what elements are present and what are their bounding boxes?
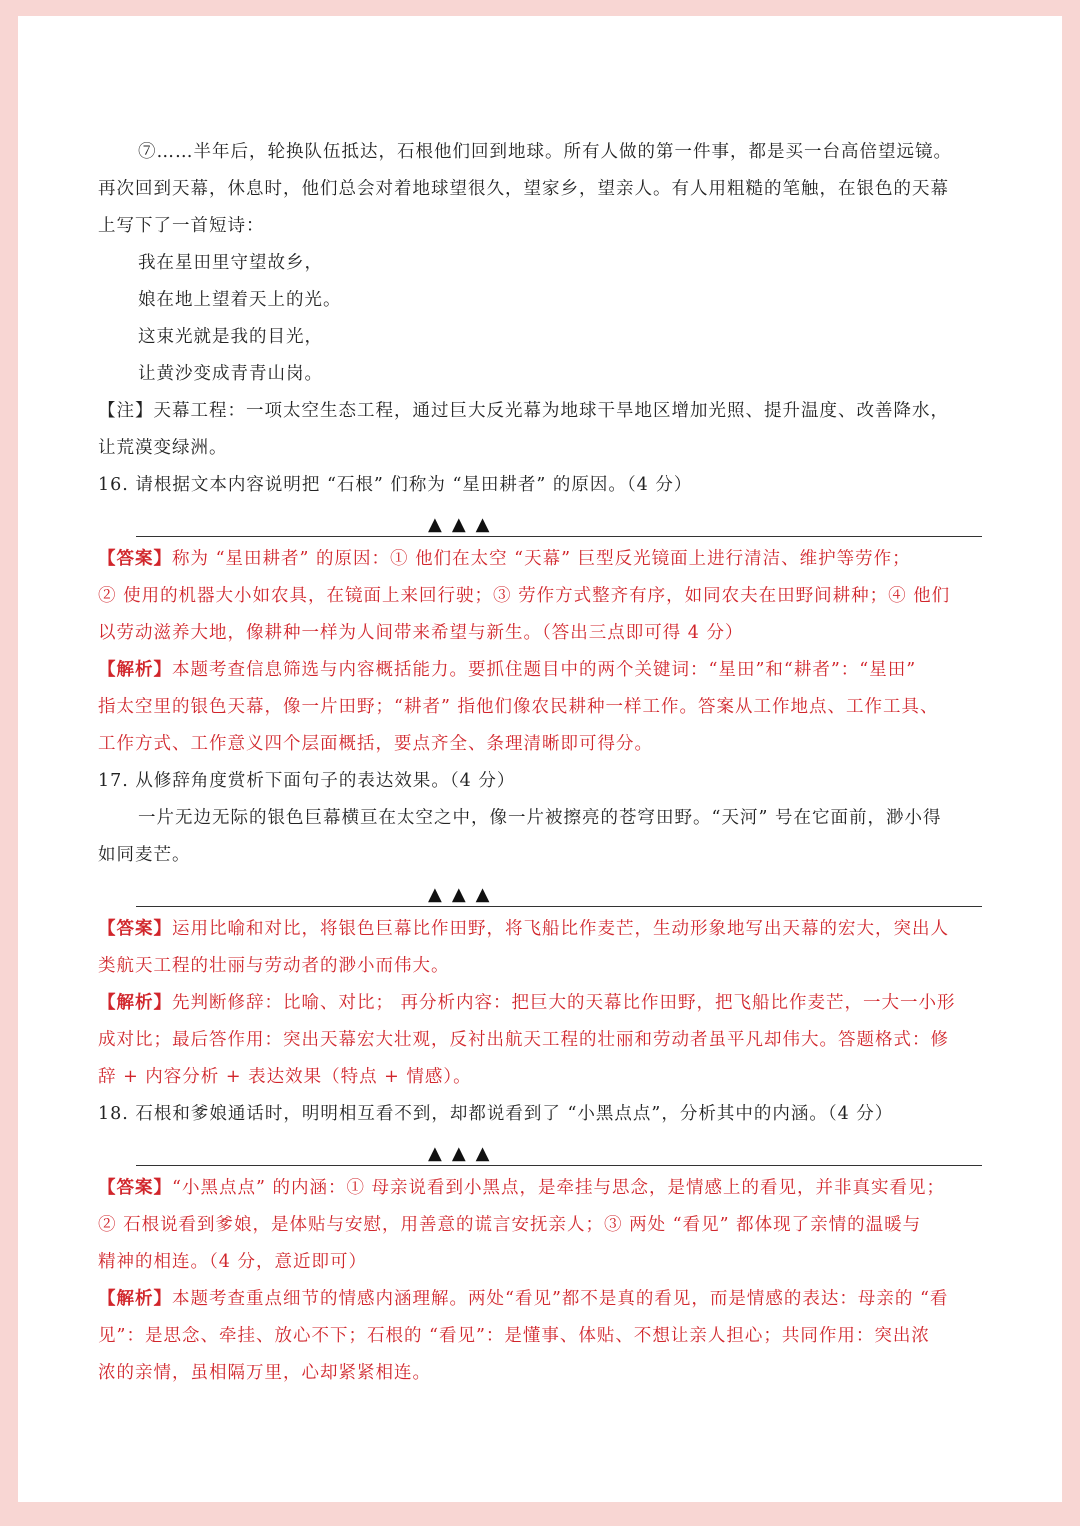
analysis-text: 本题考查信息筛选与内容概括能力。要抓住题目中的两个关键词：“星田”和“耕者”：“星田” bbox=[172, 660, 917, 680]
answer-line: ② 使用的机器大小如农具，在镜面上来回行驶；③ 劳作方式整齐有序，如同农夫在田野间耕种；④ 他们 bbox=[98, 586, 951, 606]
answer-text: 称为 “星田耕者” 的原因：① 他们在太空 “天幕” 巨型反光镜面上进行清洁、维护等劳作； bbox=[172, 549, 911, 569]
answer-underline bbox=[136, 906, 982, 907]
analysis-line bbox=[98, 1281, 982, 1318]
passage-line: 上写下了一首短诗： bbox=[98, 216, 265, 236]
analysis-line: 浓的亲情，虽相隔万里，心却紧紧相连。 bbox=[98, 1363, 431, 1383]
note-line: 【注】天幕工程：一项太空生态工程，通过巨大反光幕为地球干旱地区增加光照、提升温度、改善降水， bbox=[98, 401, 949, 421]
question-16: 16. 请根据文本内容说明把 “石根” 们称为 “星田耕者” 的原因。（4 分） bbox=[98, 475, 693, 495]
analysis-line: 见”：是思念、牵挂、放心不下；石根的 “看见”：是懂事、体贴、不想让亲人担心；共同作用：突出浓 bbox=[98, 1326, 930, 1346]
answer-line bbox=[98, 541, 982, 578]
triangle-marker-icon: ▲▲▲ bbox=[428, 1143, 500, 1164]
answer-blank bbox=[98, 504, 982, 541]
answer-line bbox=[98, 911, 982, 948]
answer-tag: 【答案】 bbox=[98, 549, 172, 569]
analysis-line bbox=[98, 985, 982, 1022]
answer-line: 类航天工程的壮丽与劳动者的渺小而伟大。 bbox=[98, 956, 450, 976]
answer-blank bbox=[98, 1133, 982, 1170]
analysis-text: 本题考查重点细节的情感内涵理解。两处“看见”都不是真的看见，而是情感的表达：母亲的 “看 bbox=[172, 1289, 949, 1309]
triangle-marker-icon: ▲▲▲ bbox=[428, 884, 500, 905]
quote-line: 如同麦芒。 bbox=[98, 845, 191, 865]
answer-underline bbox=[136, 1165, 982, 1166]
question-17: 17. 从修辞角度赏析下面句子的表达效果。（4 分） bbox=[98, 771, 516, 791]
analysis-line: 工作方式、工作意义四个层面概括，要点齐全、条理清晰即可得分。 bbox=[98, 734, 653, 754]
analysis-tag: 【解析】 bbox=[98, 1289, 172, 1309]
analysis-tag: 【解析】 bbox=[98, 660, 172, 680]
analysis-line: 辞 + 内容分析 + 表达效果（特点 + 情感）。 bbox=[98, 1067, 472, 1087]
answer-line bbox=[98, 1170, 982, 1207]
answer-text: 运用比喻和对比，将银色巨幕比作田野，将飞船比作麦芒，生动形象地写出天幕的宏大，突出人 bbox=[172, 919, 949, 939]
answer-tag: 【答案】 bbox=[98, 919, 172, 939]
answer-line: 以劳动滋养大地，像耕种一样为人间带来希望与新生。（答出三点即可得 4 分） bbox=[98, 623, 744, 643]
answer-blank bbox=[98, 874, 982, 911]
analysis-line bbox=[98, 652, 982, 689]
answer-line: ② 石根说看到爹娘，是体贴与安慰，用善意的谎言安抚亲人；③ 两处 “看见” 都体现了亲情的温暖与 bbox=[98, 1215, 922, 1235]
poem-line: 让黄沙变成青青山岗。 bbox=[138, 364, 323, 384]
note-line: 让荒漠变绿洲。 bbox=[98, 438, 228, 458]
answer-text: “小黑点点” 的内涵：① 母亲说看到小黑点，是牵挂与思念，是情感上的看见，并非真实看见； bbox=[172, 1178, 946, 1198]
answer-underline bbox=[136, 536, 982, 537]
analysis-tag: 【解析】 bbox=[98, 993, 172, 1013]
answer-line: 精神的相连。（4 分，意近即可） bbox=[98, 1252, 367, 1272]
poem-line: 我在星田里守望故乡， bbox=[138, 253, 323, 273]
poem-line: 这束光就是我的目光， bbox=[138, 327, 323, 347]
triangle-marker-icon: ▲▲▲ bbox=[428, 514, 500, 535]
page-sheet bbox=[18, 16, 1062, 1502]
analysis-text: 先判断修辞：比喻、对比； 再分析内容：把巨大的天幕比作田野，把飞船比作麦芒，一大一小形 bbox=[172, 993, 956, 1013]
document-content bbox=[98, 134, 982, 1392]
passage-line: 再次回到天幕，休息时，他们总会对着地球望很久，望家乡，望亲人。有人用粗糙的笔触，在银色的天幕 bbox=[98, 179, 949, 199]
quote-line: 一片无边无际的银色巨幕横亘在太空之中，像一片被擦亮的苍穹田野。“天河” 号在它面前，渺小得 bbox=[138, 808, 942, 828]
question-18: 18. 石根和爹娘通话时，明明相互看不到，却都说看到了 “小黑点点”，分析其中的内涵。（4 分） bbox=[98, 1104, 894, 1124]
analysis-line: 成对比；最后答作用：突出天幕宏大壮观，反衬出航天工程的壮丽和劳动者虽平凡却伟大。答题格式：修 bbox=[98, 1030, 949, 1050]
poem-line: 娘在地上望着天上的光。 bbox=[138, 290, 342, 310]
passage-line: ⑦……半年后，轮换队伍抵达，石根他们回到地球。所有人做的第一件事，都是买一台高倍望远镜。 bbox=[138, 142, 952, 162]
analysis-line: 指太空里的银色天幕，像一片田野；“耕者” 指他们像农民耕种一样工作。答案从工作地点、工作工具、 bbox=[98, 697, 939, 717]
answer-tag: 【答案】 bbox=[98, 1178, 172, 1198]
